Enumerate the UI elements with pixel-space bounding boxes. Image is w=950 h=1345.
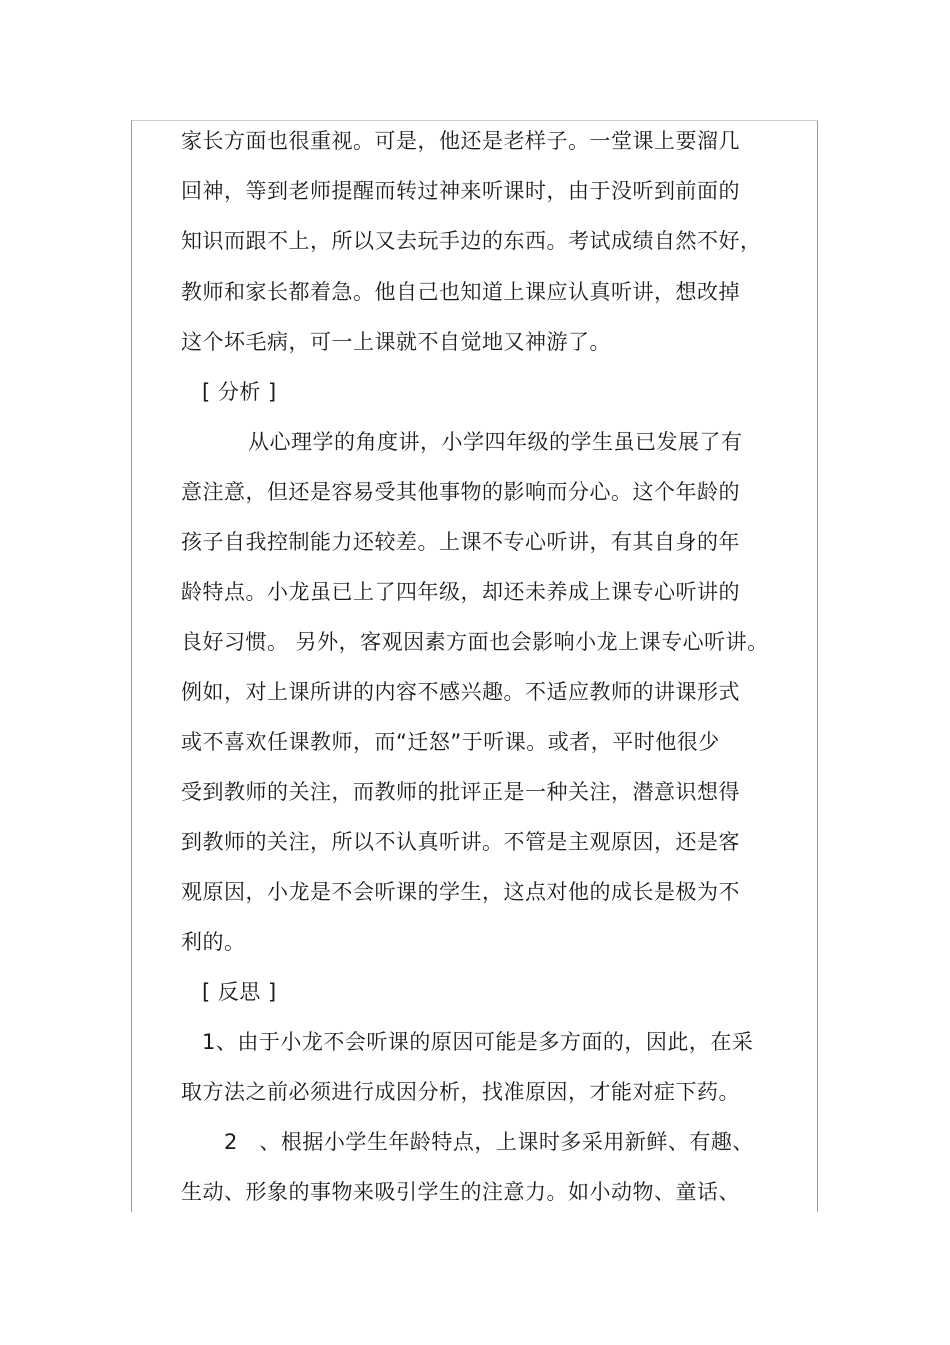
text-line: 从心理学的角度讲，小学四年级的学生虽已发展了有	[248, 430, 743, 454]
text-line: 或不喜欢任课教师，而“迁怒”于听课。或者，平时他很少	[181, 730, 720, 754]
text-line: 取方法之前必须进行成因分析，找准原因，才能对症下药。	[181, 1080, 740, 1104]
text-line: 利的。	[181, 930, 246, 954]
text-line: 意注意，但还是容易受其他事物的影响而分心。这个年龄的	[181, 480, 740, 504]
text-line: 这个坏毛病，可一上课就不自觉地又神游了。	[181, 330, 611, 354]
text-line: 观原因，小龙是不会听课的学生，这点对他的成长是极为不	[181, 880, 740, 904]
text-line: 良好习惯。 另外，客观因素方面也会影响小龙上课专心听讲。	[181, 630, 769, 654]
section-heading-reflection: [ 反思 ]	[202, 980, 277, 1004]
text-line: 知识而跟不上，所以又去玩手边的东西。考试成绩自然不好，	[181, 229, 762, 253]
text-line: 2 、根据小学生年龄特点，上课时多采用新鲜、有趣、	[224, 1130, 754, 1154]
text-line: 龄特点。小龙虽已上了四年级，却还未养成上课专心听讲的	[181, 580, 740, 604]
text-line: 1、由于小龙不会听课的原因可能是多方面的，因此，在采	[202, 1030, 754, 1054]
text-line: 例如，对上课所讲的内容不感兴趣。不适应教师的讲课形式	[181, 680, 740, 704]
text-line: 回神，等到老师提醒而转过神来听课时，由于没听到前面的	[181, 179, 740, 203]
text-line: 生动、形象的事物来吸引学生的注意力。如小动物、童话、	[181, 1180, 740, 1204]
text-line: 家长方面也很重视。可是，他还是老样子。一堂课上要溜几	[181, 129, 740, 153]
section-heading-analysis: [ 分析 ]	[202, 380, 277, 404]
text-line: 教师和家长都着急。他自己也知道上课应认真听讲，想改掉	[181, 280, 740, 304]
text-line: 受到教师的关注，而教师的批评正是一种关注，潜意识想得	[181, 780, 740, 804]
text-line: 到教师的关注，所以不认真听讲。不管是主观原因，还是客	[181, 830, 740, 854]
text-line: 孩子自我控制能力还较差。上课不专心听讲，有其自身的年	[181, 530, 740, 554]
